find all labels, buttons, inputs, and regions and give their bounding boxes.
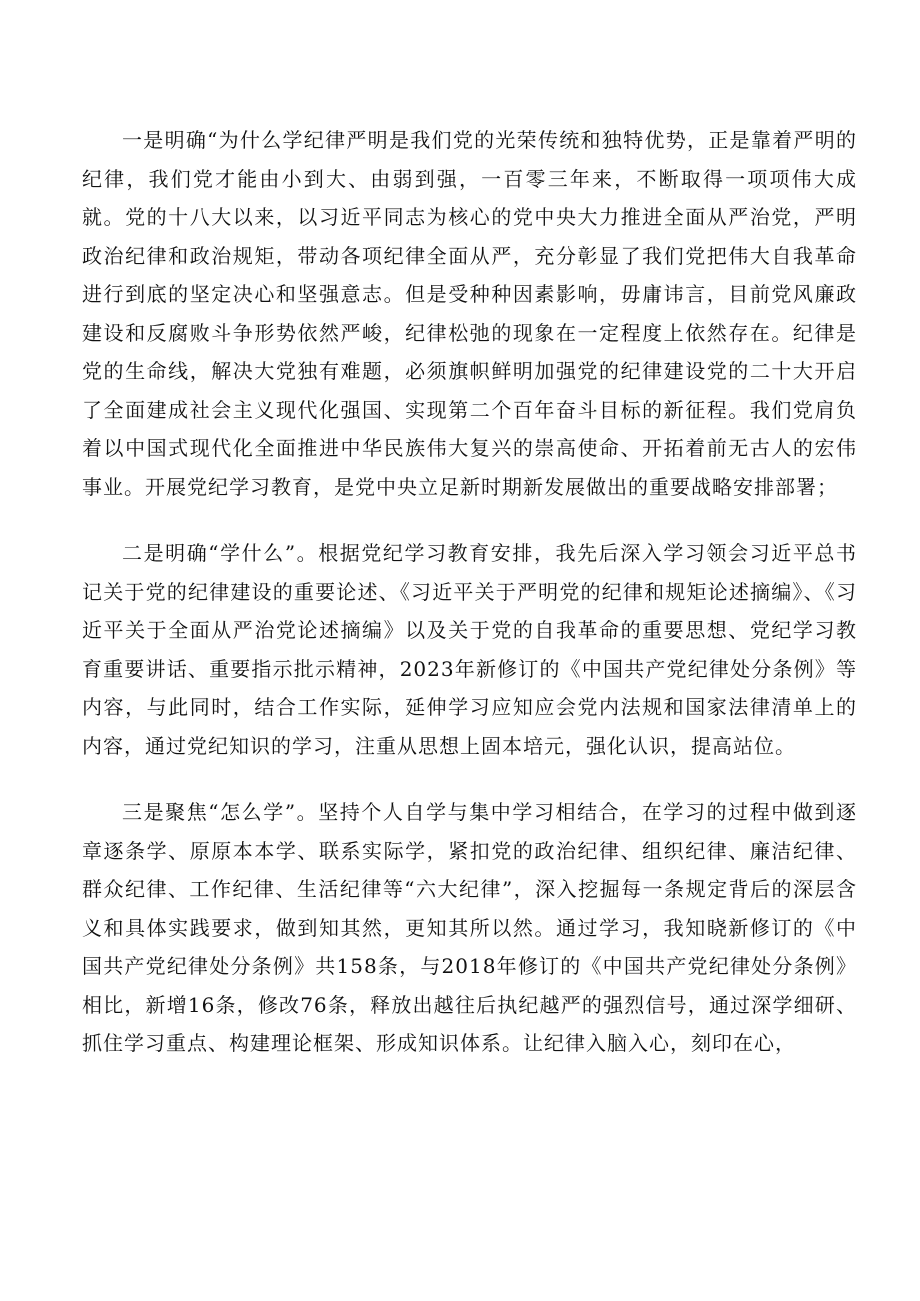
document-body (82, 121, 857, 1063)
paragraph-what-to-learn: 二是明确“学什么”。根据党纪学习教育安排，我先后深入学习领会习近平总书记关于党的纪律建设的重要论述、《习近平关于严明党的纪律和规矩论述摘编》、《习近平关于全面从严治党论述摘编》以及关于党的自我革命的重要思想、党纪学习教育重要讲话、重要指示批示精神，2023年新修订的《中国共产党纪律处分条例》等内容，与此同时，结合工作实际，延伸学习应知应会党内法规和国家法律清单上的内容，通过党纪知识的学习，注重从思想上固本培元，强化认识，提高站位。 (82, 541, 857, 758)
paragraph-why-learn: 一是明确“为什么学纪律严明是我们党的光荣传统和独特优势，正是靠着严明的纪律，我们党才能由小到大、由弱到强，一百零三年来，不断取得一项项伟大成就。党的十八大以来，以习近平同志为核心的党中央大力推进全面从严治党，严明政治纪律和政治规矩，带动各项纪律全面从严，充分彰显了我们党把伟大自我革命进行到底的坚定决心和坚强意志。但是受种种因素影响，毋庸讳言，目前党风廉政建设和反腐败斗争形势依然严峻，纪律松弛的现象在一定程度上依然存在。纪律是党的生命线，解决大党独有难题，必须旗帜鲜明加强党的纪律建设党的二十大开启了全面建成社会主义现代化强国、实现第二个百年奋斗目标的新征程。我们党肩负着以中国式现代化全面推进中华民族伟大复兴的崇高使命、开拓着前无古人的宏伟事业。开展党纪学习教育，是党中央立足新时期新发展做出的重要战略安排部署； (82, 128, 857, 499)
paragraph-how-to-learn: 三是聚焦“怎么学”。坚持个人自学与集中学习相结合，在学习的过程中做到逐章逐条学、原原本本学、联系实际学，紧扣党的政治纪律、组织纪律、廉洁纪律、群众纪律、工作纪律、生活纪律等“六大纪律”，深入挖掘每一条规定背后的深层含义和具体实践要求，做到知其然，更知其所以然。通过学习，我知晓新修订的《中国共产党纪律处分条例》共158条，与2018年修订的《中国共产党纪律处分条例》相比，新增16条，修改76条，释放出越往后执纪越严的强烈信号，通过深学细研、抓住学习重点、构建理论框架、形成知识体系。让纪律入脑入心，刻印在心， (82, 800, 857, 1055)
